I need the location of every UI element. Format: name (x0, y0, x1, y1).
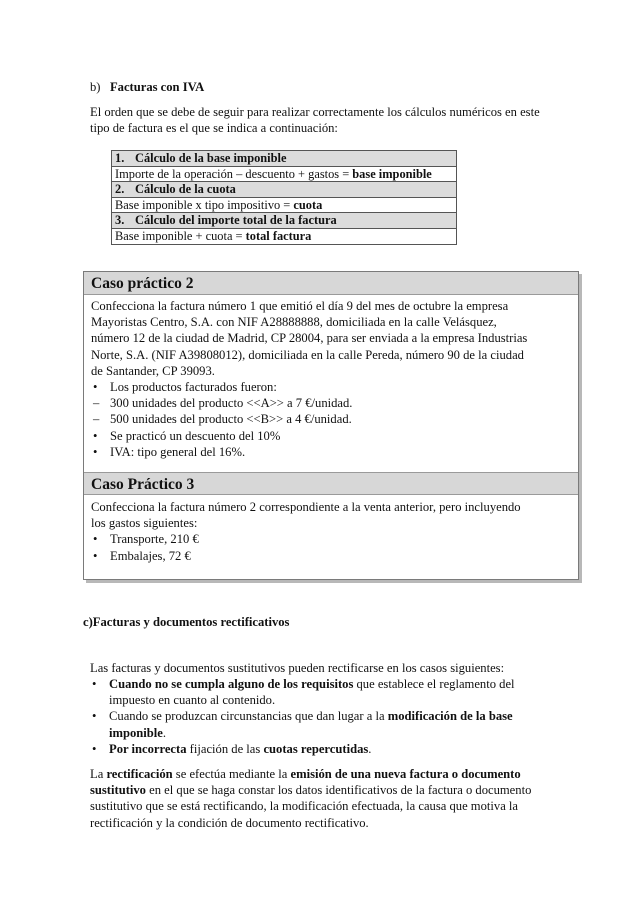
bullet-icon: • (93, 548, 98, 563)
section-b-heading: b) Facturas con IVA (90, 80, 205, 94)
section-b-title: Facturas con IVA (109, 80, 205, 94)
list-item: • Cuando no se cumpla alguno de los requisitos que establece el reglamento del impuesto en cuanto al contenido. (92, 677, 515, 708)
case-3-list (91, 531, 566, 563)
step-2-formula: Base imponible x tipo impositivo = cuota (112, 197, 457, 213)
list-item: • Los productos facturados fueron: (93, 380, 277, 395)
list-item: • Se practicó un descuento del 10% (93, 428, 281, 443)
dash-icon: – (93, 412, 100, 427)
case-2-list (91, 379, 566, 460)
step-1-title: Cálculo de la base imponible (135, 151, 287, 165)
bullet-icon: • (93, 532, 98, 547)
list-item: • Cuando se produzcan circunstancias que dan lugar a la modificación de la base imponible. (92, 709, 513, 740)
case-2-line: número 12 de la ciudad de Madrid, CP 28004, para ser enviada a la empresa Industrias (91, 331, 528, 346)
case-3-line: Confecciona la factura número 2 correspondiente a la venta anterior, pero incluyendo (91, 500, 521, 514)
step-1-header: 1. Cálculo de la base imponible (112, 151, 457, 167)
case-2-line: de Santander, CP 39093. (91, 363, 215, 378)
step-3-formula: Base imponible + cuota = total factura (112, 228, 457, 244)
list-item: • Transporte, 210 € (93, 532, 199, 547)
case-3-body (91, 499, 566, 564)
list-item: • Por incorrecta fijación de las cuotas repercutidas. (92, 741, 372, 756)
section-c-list (90, 676, 560, 757)
step-1-formula: Importe de la operación – descuento + gastos = base imponible (112, 166, 457, 182)
case-2-body (91, 298, 566, 460)
section-c-intro: Las facturas y documentos sustitutivos pueden rectificarse en los casos siguientes: (90, 661, 505, 675)
step-2-header: 2. Cálculo de la cuota (112, 182, 457, 198)
bullet-icon: • (93, 444, 98, 459)
bullet-icon: • (92, 709, 97, 724)
section-b-intro: El orden que se debe de seguir para realizar correctamente los cálculos numéricos en este tipo de factura es el que se indica a continuación: (90, 105, 540, 136)
bullet-icon: • (92, 677, 97, 691)
bullet-icon: • (93, 428, 98, 443)
dash-icon: – (93, 396, 100, 411)
section-c-title: c)Facturas y documentos rectificativos (83, 615, 290, 629)
list-item: – 500 unidades del producto <<B>> a 4 €/unidad. (93, 412, 352, 427)
case-2-title: Caso práctico 2 (84, 272, 578, 295)
case-2-line: Confecciona la factura número 1 que emitió el día 9 del mes de octubre la empresa (91, 299, 509, 313)
list-item: – 300 unidades del producto <<A>> a 7 €/unidad. (93, 396, 353, 411)
step-3-header: 3. Cálculo del importe total de la factura (112, 213, 457, 229)
step-2-title: Cálculo de la cuota (135, 182, 236, 197)
list-item: • Embalajes, 72 € (93, 548, 191, 563)
case-3-title: Caso Práctico 3 (84, 472, 578, 495)
case-3-line: los gastos siguientes: (91, 516, 198, 531)
calculation-steps-table (111, 150, 457, 245)
bullet-icon: • (93, 380, 98, 395)
bullet-icon: • (92, 741, 97, 756)
case-2-line: Mayoristas Centro, S.A. con NIF A28888888, domiciliada en la calle Velásquez, (91, 315, 497, 330)
case-2-line: Norte, S.A. (NIF A39808012), domiciliada en la calle Pereda, número 90 de la ciudad (91, 347, 524, 362)
list-item: • IVA: tipo general del 16%. (93, 444, 246, 459)
step-3-title: Cálculo del importe total de la factura (135, 213, 337, 228)
section-c-paragraph: La rectificación se efectúa mediante la emisión de una nueva factura o documento sustitutivo en el que se haga constar los datos identificativos de la factura o documento sustitutivo que se está rectificando, la modificación efectuada, la causa que motiva la rectificación y la condición de documento rectificativo. (90, 767, 532, 830)
case-study-box (83, 271, 579, 580)
